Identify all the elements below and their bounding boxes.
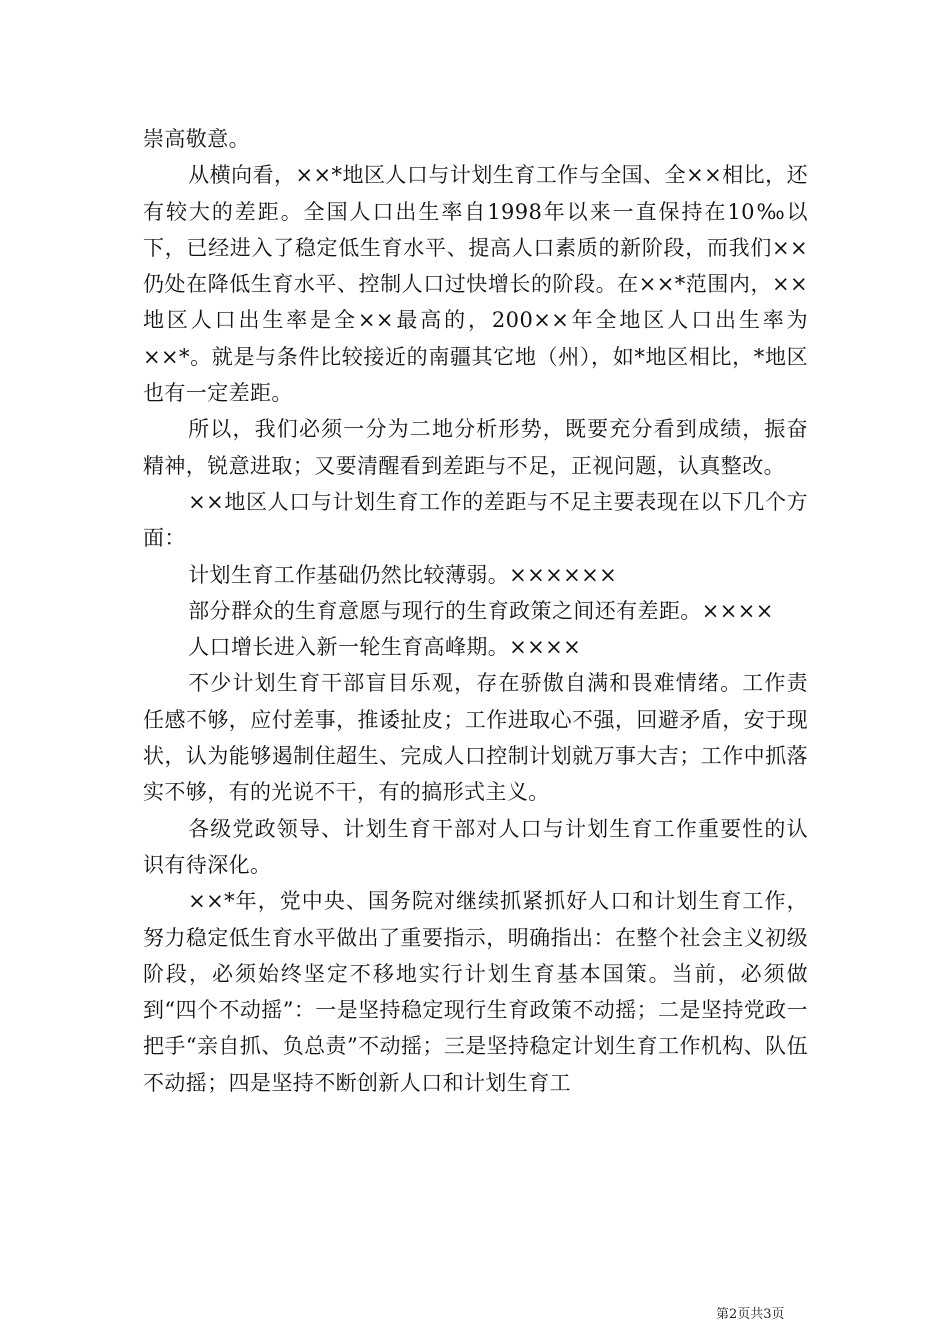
paragraph-1: 崇高敬意。 bbox=[143, 127, 250, 151]
paragraph-3: 所以，我们必须一分为二地分析形势，既要充分看到成绩，振奋精神，锐意进取；又要清醒看到差距与不足，正视问题，认真整改。 bbox=[143, 417, 808, 478]
paragraph-4: ××地区人口与计划生育工作的差距与不足主要表现在以下几个方面： bbox=[143, 489, 808, 551]
paragraph-8: 不少计划生育干部盲目乐观，存在骄傲自满和畏难情绪。工作责任感不够，应付差事，推诿扯皮；工作进取心不强，回避矛盾，安于现状，认为能够遏制住超生、完成人口控制计划就万事大吉；工作中抓落实不够，有的光说不干，有的搞形式主义。 bbox=[143, 671, 808, 805]
document-body bbox=[143, 121, 808, 1101]
paragraph-2: 从横向看，××*地区人口与计划生育工作与全国、全××相比，还有较大的差距。全国人口出生率自1998年以来一直保持在10‰以下，已经进入了稳定低生育水平、提高人口素质的新阶段，而我们××仍处在降低生育水平、控制人口过快增长的阶段。在××*范围内，××地区人口出生率是全××最高的，200××年全地区人口出生率为××*。就是与条件比较接近的南疆其它地（州），如*地区相比，*地区也有一定差距。 bbox=[143, 163, 808, 406]
paragraph-10: ××*年，党中央、国务院对继续抓紧抓好人口和计划生育工作，努力稳定低生育水平做出了重要指示，明确指出：在整个社会主义初级阶段，必须始终坚定不移地实行计划生育基本国策。当前，必须做到“四个不动摇”：一是坚持稳定现行生育政策不动摇；二是坚持党政一把手“亲自抓、负总责”不动摇；三是坚持稳定计划生育工作机构、队伍不动摇；四是坚持不断创新人口和计划生育工 bbox=[143, 889, 808, 1095]
paragraph-9: 各级党政领导、计划生育干部对人口与计划生育工作重要性的认识有待深化。 bbox=[143, 816, 808, 877]
paragraph-6: 部分群众的生育意愿与现行的生育政策之间还有差距。×××× bbox=[188, 598, 774, 623]
paragraph-7: 人口增长进入新一轮生育高峰期。×××× bbox=[188, 635, 582, 660]
page-number-footer: 第2页共3页 bbox=[716, 1307, 785, 1322]
paragraph-5: 计划生育工作基础仍然比较薄弱。×××××× bbox=[188, 562, 618, 587]
